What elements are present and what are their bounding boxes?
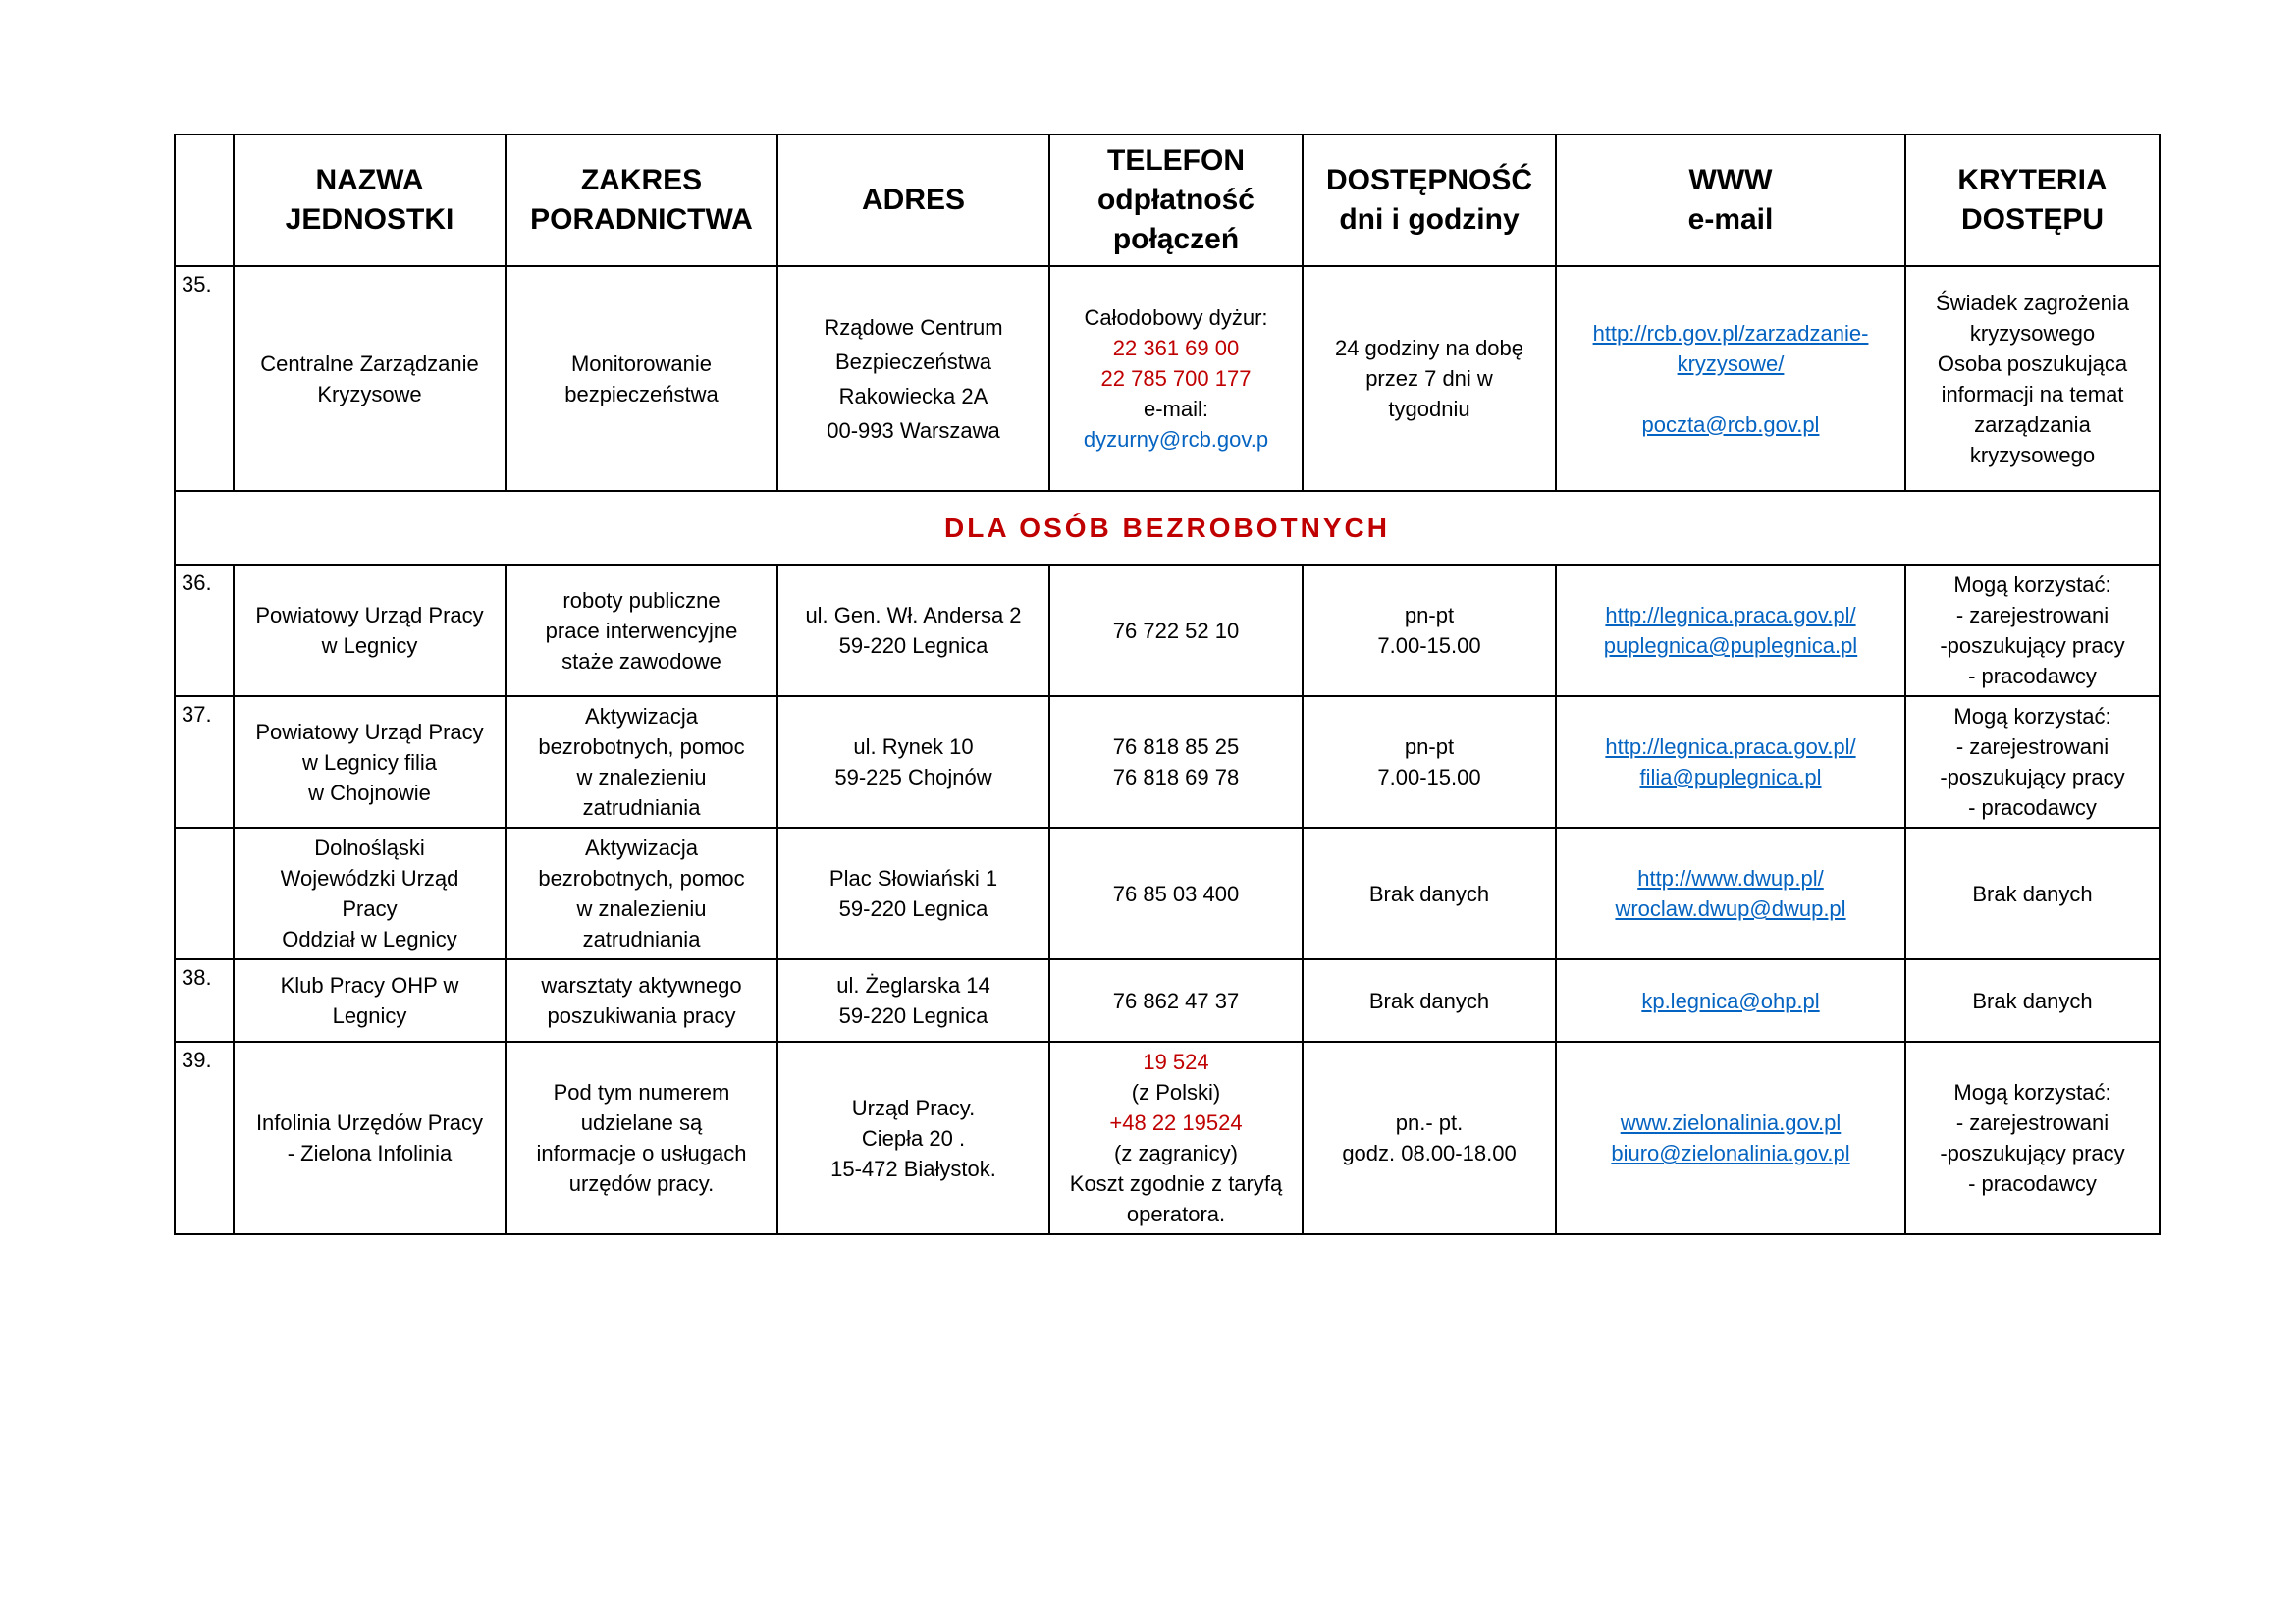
institutions-table-container (174, 134, 2159, 1235)
table-row (175, 266, 2160, 491)
www-email (1556, 1042, 1905, 1234)
www-email (1556, 959, 1905, 1042)
header-name: NAZWA JEDNOSTKI (234, 135, 506, 266)
phone: 76 85 03 400 (1049, 828, 1303, 959)
website-link[interactable]: http://www.dwup.pl/ (1637, 866, 1824, 891)
website-link[interactable]: http://legnica.praca.gov.pl/ (1605, 603, 1856, 627)
access-criteria: Mogą korzystać: - zarejestrowani -poszukujący pracy - pracodawcy (1905, 1042, 2160, 1234)
access-criteria: Mogą korzystać: - zarejestrowani -poszukujący pracy - pracodawcy (1905, 565, 2160, 696)
header-scope: ZAKRES PORADNICTWA (506, 135, 777, 266)
availability: pn.- pt. godz. 08.00-18.00 (1303, 1042, 1556, 1234)
phone: 76 722 52 10 (1049, 565, 1303, 696)
www-email (1556, 828, 1905, 959)
website-link[interactable]: kryzysowe/ (1677, 351, 1785, 376)
website-link[interactable]: http://rcb.gov.pl/zarzadzanie- (1592, 320, 1869, 346)
phone-number: 19 524 (1143, 1050, 1209, 1074)
phone: 76 818 85 25 76 818 69 78 (1049, 696, 1303, 828)
address: ul. Żeglarska 14 59-220 Legnica (777, 959, 1049, 1042)
table-row (175, 696, 2160, 828)
row-number: 35. (175, 266, 234, 491)
email-address: dyzurny@rcb.gov.p (1083, 427, 1269, 452)
advice-scope: Aktywizacja bezrobotnych, pomoc w znalezieniu zatrudniania (506, 696, 777, 828)
unit-name: Powiatowy Urząd Pracy w Legnicy filia w Chojnowie (234, 696, 506, 828)
www-email (1556, 565, 1905, 696)
access-criteria: Mogą korzystać: - zarejestrowani -poszukujący pracy - pracodawcy (1905, 696, 2160, 828)
availability: pn-pt 7.00-15.00 (1303, 696, 1556, 828)
row-number: 37. (175, 696, 234, 828)
advice-scope: warsztaty aktywnego poszukiwania pracy (506, 959, 777, 1042)
phone: Całodobowy dyżur: 22 361 69 00 22 785 700 177 e-mail: dyzurny@rcb.gov.p (1049, 266, 1303, 491)
unit-name: Infolinia Urzędów Pracy - Zielona Infolinia (234, 1042, 506, 1234)
website-link[interactable]: www.zielonalinia.gov.pl (1620, 1110, 1842, 1135)
row-number (175, 828, 234, 959)
advice-scope: Aktywizacja bezrobotnych, pomoc w znalezieniu zatrudniania (506, 828, 777, 959)
email-link[interactable]: puplegnica@puplegnica.pl (1603, 633, 1858, 658)
advice-scope: roboty publiczne prace interwencyjne staże zawodowe (506, 565, 777, 696)
address: ul. Gen. Wł. Andersa 2 59-220 Legnica (777, 565, 1049, 696)
row-number: 38. (175, 959, 234, 1042)
address: Plac Słowiański 1 59-220 Legnica (777, 828, 1049, 959)
access-criteria: Świadek zagrożenia kryzysowego Osoba poszukująca informacji na temat zarządzania kryzysowego (1905, 266, 2160, 491)
table-row (175, 1042, 2160, 1234)
unit-name: Centralne Zarządzanie Kryzysowe (234, 266, 506, 491)
section-row (175, 491, 2160, 565)
table-row (175, 828, 2160, 959)
address: Rządowe Centrum Bezpieczeństwa Rakowiecka 2A 00-993 Warszawa (777, 266, 1049, 491)
www-email (1556, 266, 1905, 491)
header-www: WWW e-mail (1556, 135, 1905, 266)
address: ul. Rynek 10 59-225 Chojnów (777, 696, 1049, 828)
unit-name: Klub Pracy OHP w Legnicy (234, 959, 506, 1042)
phone-number: +48 22 19524 (1109, 1110, 1243, 1135)
availability: Brak danych (1303, 828, 1556, 959)
email-link[interactable]: wroclaw.dwup@dwup.pl (1615, 896, 1846, 921)
access-criteria: Brak danych (1905, 828, 2160, 959)
section-title: DLA OSÓB BEZROBOTNYCH (175, 491, 2160, 565)
phone: 76 862 47 37 (1049, 959, 1303, 1042)
advice-scope: Monitorowanie bezpieczeństwa (506, 266, 777, 491)
email-link[interactable]: kp.legnica@ohp.pl (1641, 988, 1820, 1013)
advice-scope: Pod tym numerem udzielane są informacje o usługach urzędów pracy. (506, 1042, 777, 1234)
address: Urząd Pracy. Ciepła 20 . 15-472 Białystok. (777, 1042, 1049, 1234)
www-email (1556, 696, 1905, 828)
header-row (175, 135, 2160, 266)
row-number: 39. (175, 1042, 234, 1234)
header-num (175, 135, 234, 266)
phone-number: 22 361 69 00 (1112, 336, 1240, 360)
header-address: ADRES (777, 135, 1049, 266)
unit-name: Powiatowy Urząd Pracy w Legnicy (234, 565, 506, 696)
row-number: 36. (175, 565, 234, 696)
header-criteria: KRYTERIA DOSTĘPU (1905, 135, 2160, 266)
availability: pn-pt 7.00-15.00 (1303, 565, 1556, 696)
header-phone: TELEFON odpłatność połączeń (1049, 135, 1303, 266)
phone: 19 524 (z Polski) +48 22 19524 (z zagranicy) Koszt zgodnie z taryfą operatora. (1049, 1042, 1303, 1234)
website-link[interactable]: http://legnica.praca.gov.pl/ (1605, 734, 1856, 759)
phone-number: 22 785 700 177 (1100, 366, 1252, 391)
email-link[interactable]: poczta@rcb.gov.pl (1641, 411, 1820, 437)
table-row (175, 565, 2160, 696)
availability: Brak danych (1303, 959, 1556, 1042)
email-link[interactable]: biuro@zielonalinia.gov.pl (1611, 1141, 1850, 1165)
unit-name: Dolnośląski Wojewódzki Urząd Pracy Oddział w Legnicy (234, 828, 506, 959)
institutions-table (174, 134, 2161, 1235)
availability: 24 godziny na dobę przez 7 dni w tygodniu (1303, 266, 1556, 491)
access-criteria: Brak danych (1905, 959, 2160, 1042)
email-link[interactable]: filia@puplegnica.pl (1639, 765, 1822, 789)
header-availability: DOSTĘPNOŚĆ dni i godziny (1303, 135, 1556, 266)
table-row (175, 959, 2160, 1042)
